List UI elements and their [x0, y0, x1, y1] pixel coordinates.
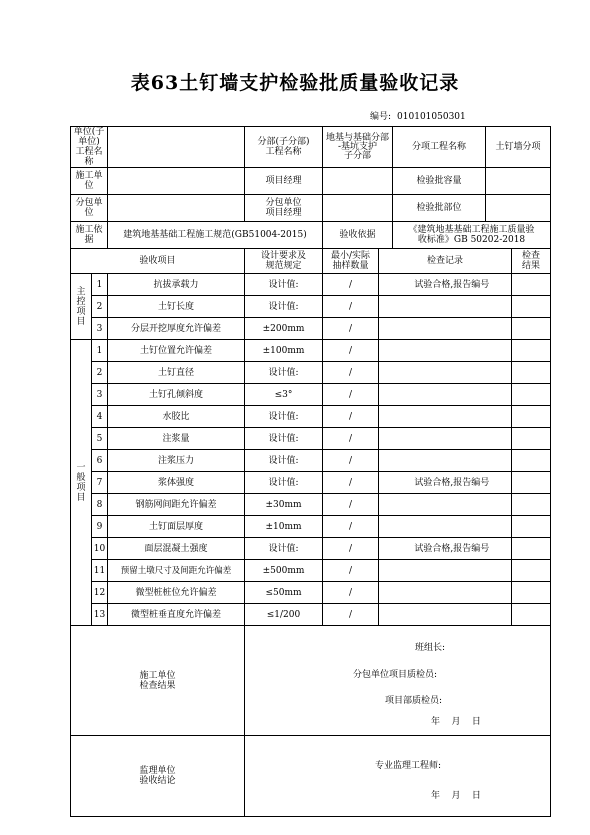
- item-record[interactable]: 试验合格,报告编号: [393, 538, 512, 560]
- col-design-header: 设计要求及 规范规定: [245, 249, 323, 274]
- item-sample: /: [323, 516, 379, 538]
- item-result[interactable]: [512, 340, 551, 362]
- item-result[interactable]: [512, 296, 551, 318]
- subitem-name-label: 分项工程名称: [393, 127, 486, 168]
- item-result[interactable]: [512, 472, 551, 494]
- item-no: 10: [92, 538, 108, 560]
- item-name: 注浆量: [108, 428, 245, 450]
- item-result[interactable]: [512, 318, 551, 340]
- item-spec: ≤3°: [245, 384, 323, 406]
- item-spec: 设计值:: [245, 428, 323, 450]
- item-name: 面层混凝土强度: [108, 538, 245, 560]
- item-spec: 设计值:: [245, 296, 323, 318]
- table-row: [71, 340, 551, 362]
- item-no: 2: [92, 362, 108, 384]
- item-no: 8: [92, 494, 108, 516]
- item-name: 微型桩桩位允许偏差: [108, 582, 245, 604]
- item-no: 7: [92, 472, 108, 494]
- item-record[interactable]: [379, 384, 512, 406]
- record-blank: [379, 472, 393, 494]
- item-no: 5: [92, 428, 108, 450]
- item-sample: /: [323, 318, 379, 340]
- item-record[interactable]: [379, 406, 512, 428]
- item-spec: 设计值:: [245, 274, 323, 296]
- item-sample: /: [323, 340, 379, 362]
- item-spec: ±10mm: [245, 516, 323, 538]
- table-row: [71, 516, 551, 538]
- item-record[interactable]: [379, 362, 512, 384]
- batch-location-value[interactable]: [486, 195, 551, 222]
- batch-capacity-label: 检验批容量: [393, 168, 486, 195]
- item-spec: 设计值:: [245, 538, 323, 560]
- table-row: [71, 428, 551, 450]
- item-record[interactable]: [379, 296, 512, 318]
- item-no: 2: [92, 296, 108, 318]
- col-result-header: 检查 结果: [512, 249, 551, 274]
- item-result[interactable]: [512, 450, 551, 472]
- table-row: [71, 604, 551, 626]
- col-record-header: 检查记录: [379, 249, 512, 274]
- acceptance-basis-label: 验收依据: [323, 222, 393, 249]
- item-record[interactable]: 试验合格,报告编号: [393, 472, 512, 494]
- item-spec: ±200mm: [245, 318, 323, 340]
- sub-inspector-label: 分包单位项目质检员:: [353, 670, 438, 680]
- item-name: 钢筋网间距允许偏差: [108, 494, 245, 516]
- subitem-name-value[interactable]: 土钉墙分项: [486, 127, 551, 168]
- item-record[interactable]: [379, 560, 512, 582]
- code-label: 编号:: [370, 112, 392, 122]
- item-result[interactable]: [512, 582, 551, 604]
- table-row: [71, 494, 551, 516]
- general-group-label: 一 般 项 目: [71, 340, 92, 626]
- item-result[interactable]: [512, 604, 551, 626]
- item-sample: /: [323, 494, 379, 516]
- item-sample: /: [323, 538, 379, 560]
- item-result[interactable]: [512, 560, 551, 582]
- acceptance-record-table: [70, 126, 551, 817]
- item-result[interactable]: [512, 406, 551, 428]
- batch-capacity-value[interactable]: [486, 168, 551, 195]
- supervision-label: 监理单位 验收结论: [71, 736, 245, 817]
- subcontract-unit-value[interactable]: [108, 195, 245, 222]
- supervising-engineer-label: 专业监理工程师:: [375, 761, 442, 771]
- item-no: 12: [92, 582, 108, 604]
- item-spec: ≤1/200: [245, 604, 323, 626]
- table-row: [71, 318, 551, 340]
- item-no: 3: [92, 384, 108, 406]
- item-no: 1: [92, 340, 108, 362]
- batch-location-label: 检验批部位: [393, 195, 486, 222]
- subcontract-unit-label: 分包单位: [71, 195, 108, 222]
- table-row: [71, 406, 551, 428]
- item-result[interactable]: [512, 384, 551, 406]
- item-no: 13: [92, 604, 108, 626]
- item-spec: ±30mm: [245, 494, 323, 516]
- unit-name-value[interactable]: [108, 127, 245, 168]
- item-name: 微型桩垂直度允许偏差: [108, 604, 245, 626]
- acceptance-basis-value: 《建筑地基基础工程施工质量验 收标准》GB 50202-2018: [393, 222, 551, 249]
- item-spec: 设计值:: [245, 450, 323, 472]
- item-result[interactable]: [512, 274, 551, 296]
- item-sample: /: [323, 428, 379, 450]
- item-name: 土钉直径: [108, 362, 245, 384]
- supervision-signature-area[interactable]: [245, 736, 551, 817]
- item-record[interactable]: [379, 340, 512, 362]
- item-spec: 设计值:: [245, 406, 323, 428]
- item-result[interactable]: [512, 516, 551, 538]
- item-sample: /: [323, 406, 379, 428]
- item-name: 抗拔承载力: [108, 274, 245, 296]
- item-name: 土钉面层厚度: [108, 516, 245, 538]
- main-control-group-label: 主 控 项 目: [71, 274, 92, 340]
- unit-name-label: 单位(子单位) 工程名称: [71, 127, 108, 168]
- table-row: [71, 472, 551, 494]
- item-spec: ≤50mm: [245, 582, 323, 604]
- item-no: 4: [92, 406, 108, 428]
- inspector-label: 项目部质检员:: [385, 696, 443, 706]
- table-row: [71, 560, 551, 582]
- construction-check-label: 施工单位 检查结果: [71, 626, 245, 736]
- item-sample: /: [323, 560, 379, 582]
- item-no: 11: [92, 560, 108, 582]
- item-result[interactable]: [512, 362, 551, 384]
- item-record[interactable]: [379, 318, 512, 340]
- item-sample: /: [323, 384, 379, 406]
- item-no: 9: [92, 516, 108, 538]
- item-no: 6: [92, 450, 108, 472]
- item-sample: /: [323, 450, 379, 472]
- construction-date-label: 年 月 日: [431, 717, 481, 727]
- record-blank: [379, 274, 393, 296]
- item-sample: /: [323, 472, 379, 494]
- item-spec: 设计值:: [245, 472, 323, 494]
- division-name-label: 分部(子分部) 工程名称: [245, 127, 323, 168]
- record-code: [370, 109, 472, 122]
- page-title: 表63土钉墙支护检验批质量验收记录: [130, 72, 460, 94]
- table-row: [71, 296, 551, 318]
- item-name: 土钉孔倾斜度: [108, 384, 245, 406]
- item-record[interactable]: [379, 604, 512, 626]
- item-result[interactable]: [512, 494, 551, 516]
- item-name: 水胶比: [108, 406, 245, 428]
- table-row: [71, 384, 551, 406]
- code-value: 010101050301: [397, 112, 466, 122]
- item-sample: /: [323, 362, 379, 384]
- item-spec: 设计值:: [245, 362, 323, 384]
- construction-basis-label: 施工依据: [71, 222, 108, 249]
- table-row: [71, 362, 551, 384]
- item-no: 1: [92, 274, 108, 296]
- table-row: [71, 538, 551, 560]
- item-record[interactable]: 试验合格,报告编号: [393, 274, 512, 296]
- division-name-value[interactable]: 地基与基础分部 -基坑支护 子分部: [323, 127, 393, 168]
- construction-unit-label: 施工单位: [71, 168, 108, 195]
- item-record[interactable]: [379, 494, 512, 516]
- col-sample-header: 最小/实际 抽样数量: [323, 249, 379, 274]
- project-manager-value[interactable]: [323, 168, 393, 195]
- table-row: [71, 582, 551, 604]
- item-sample: /: [323, 582, 379, 604]
- project-manager-label: 项目经理: [245, 168, 323, 195]
- item-record[interactable]: [379, 428, 512, 450]
- subcontract-manager-value[interactable]: [323, 195, 393, 222]
- team-leader-label: 班组长:: [415, 643, 446, 653]
- col-item-header: 验收项目: [71, 249, 245, 274]
- item-sample: /: [323, 296, 379, 318]
- item-sample: /: [323, 274, 379, 296]
- table-row: [71, 450, 551, 472]
- item-name: 土钉长度: [108, 296, 245, 318]
- record-blank: [379, 538, 393, 560]
- item-name: 浆体强度: [108, 472, 245, 494]
- item-record[interactable]: [379, 450, 512, 472]
- construction-unit-value[interactable]: [108, 168, 245, 195]
- supervision-date-label: 年 月 日: [431, 791, 481, 801]
- item-result[interactable]: [512, 428, 551, 450]
- item-spec: ±500mm: [245, 560, 323, 582]
- item-name: 分层开挖厚度允许偏差: [108, 318, 245, 340]
- item-name: 土钉位置允许偏差: [108, 340, 245, 362]
- construction-check-signature-area[interactable]: [245, 626, 551, 736]
- item-spec: ±100mm: [245, 340, 323, 362]
- item-record[interactable]: [379, 516, 512, 538]
- item-sample: /: [323, 604, 379, 626]
- item-record[interactable]: [379, 582, 512, 604]
- item-result[interactable]: [512, 538, 551, 560]
- item-no: 3: [92, 318, 108, 340]
- construction-basis-value: 建筑地基基础工程施工规范(GB51004-2015): [108, 222, 323, 249]
- subcontract-manager-label: 分包单位 项目经理: [245, 195, 323, 222]
- item-name: 注浆压力: [108, 450, 245, 472]
- table-row: [71, 274, 551, 296]
- item-name: 预留土墩尺寸及间距允许偏差: [108, 560, 245, 582]
